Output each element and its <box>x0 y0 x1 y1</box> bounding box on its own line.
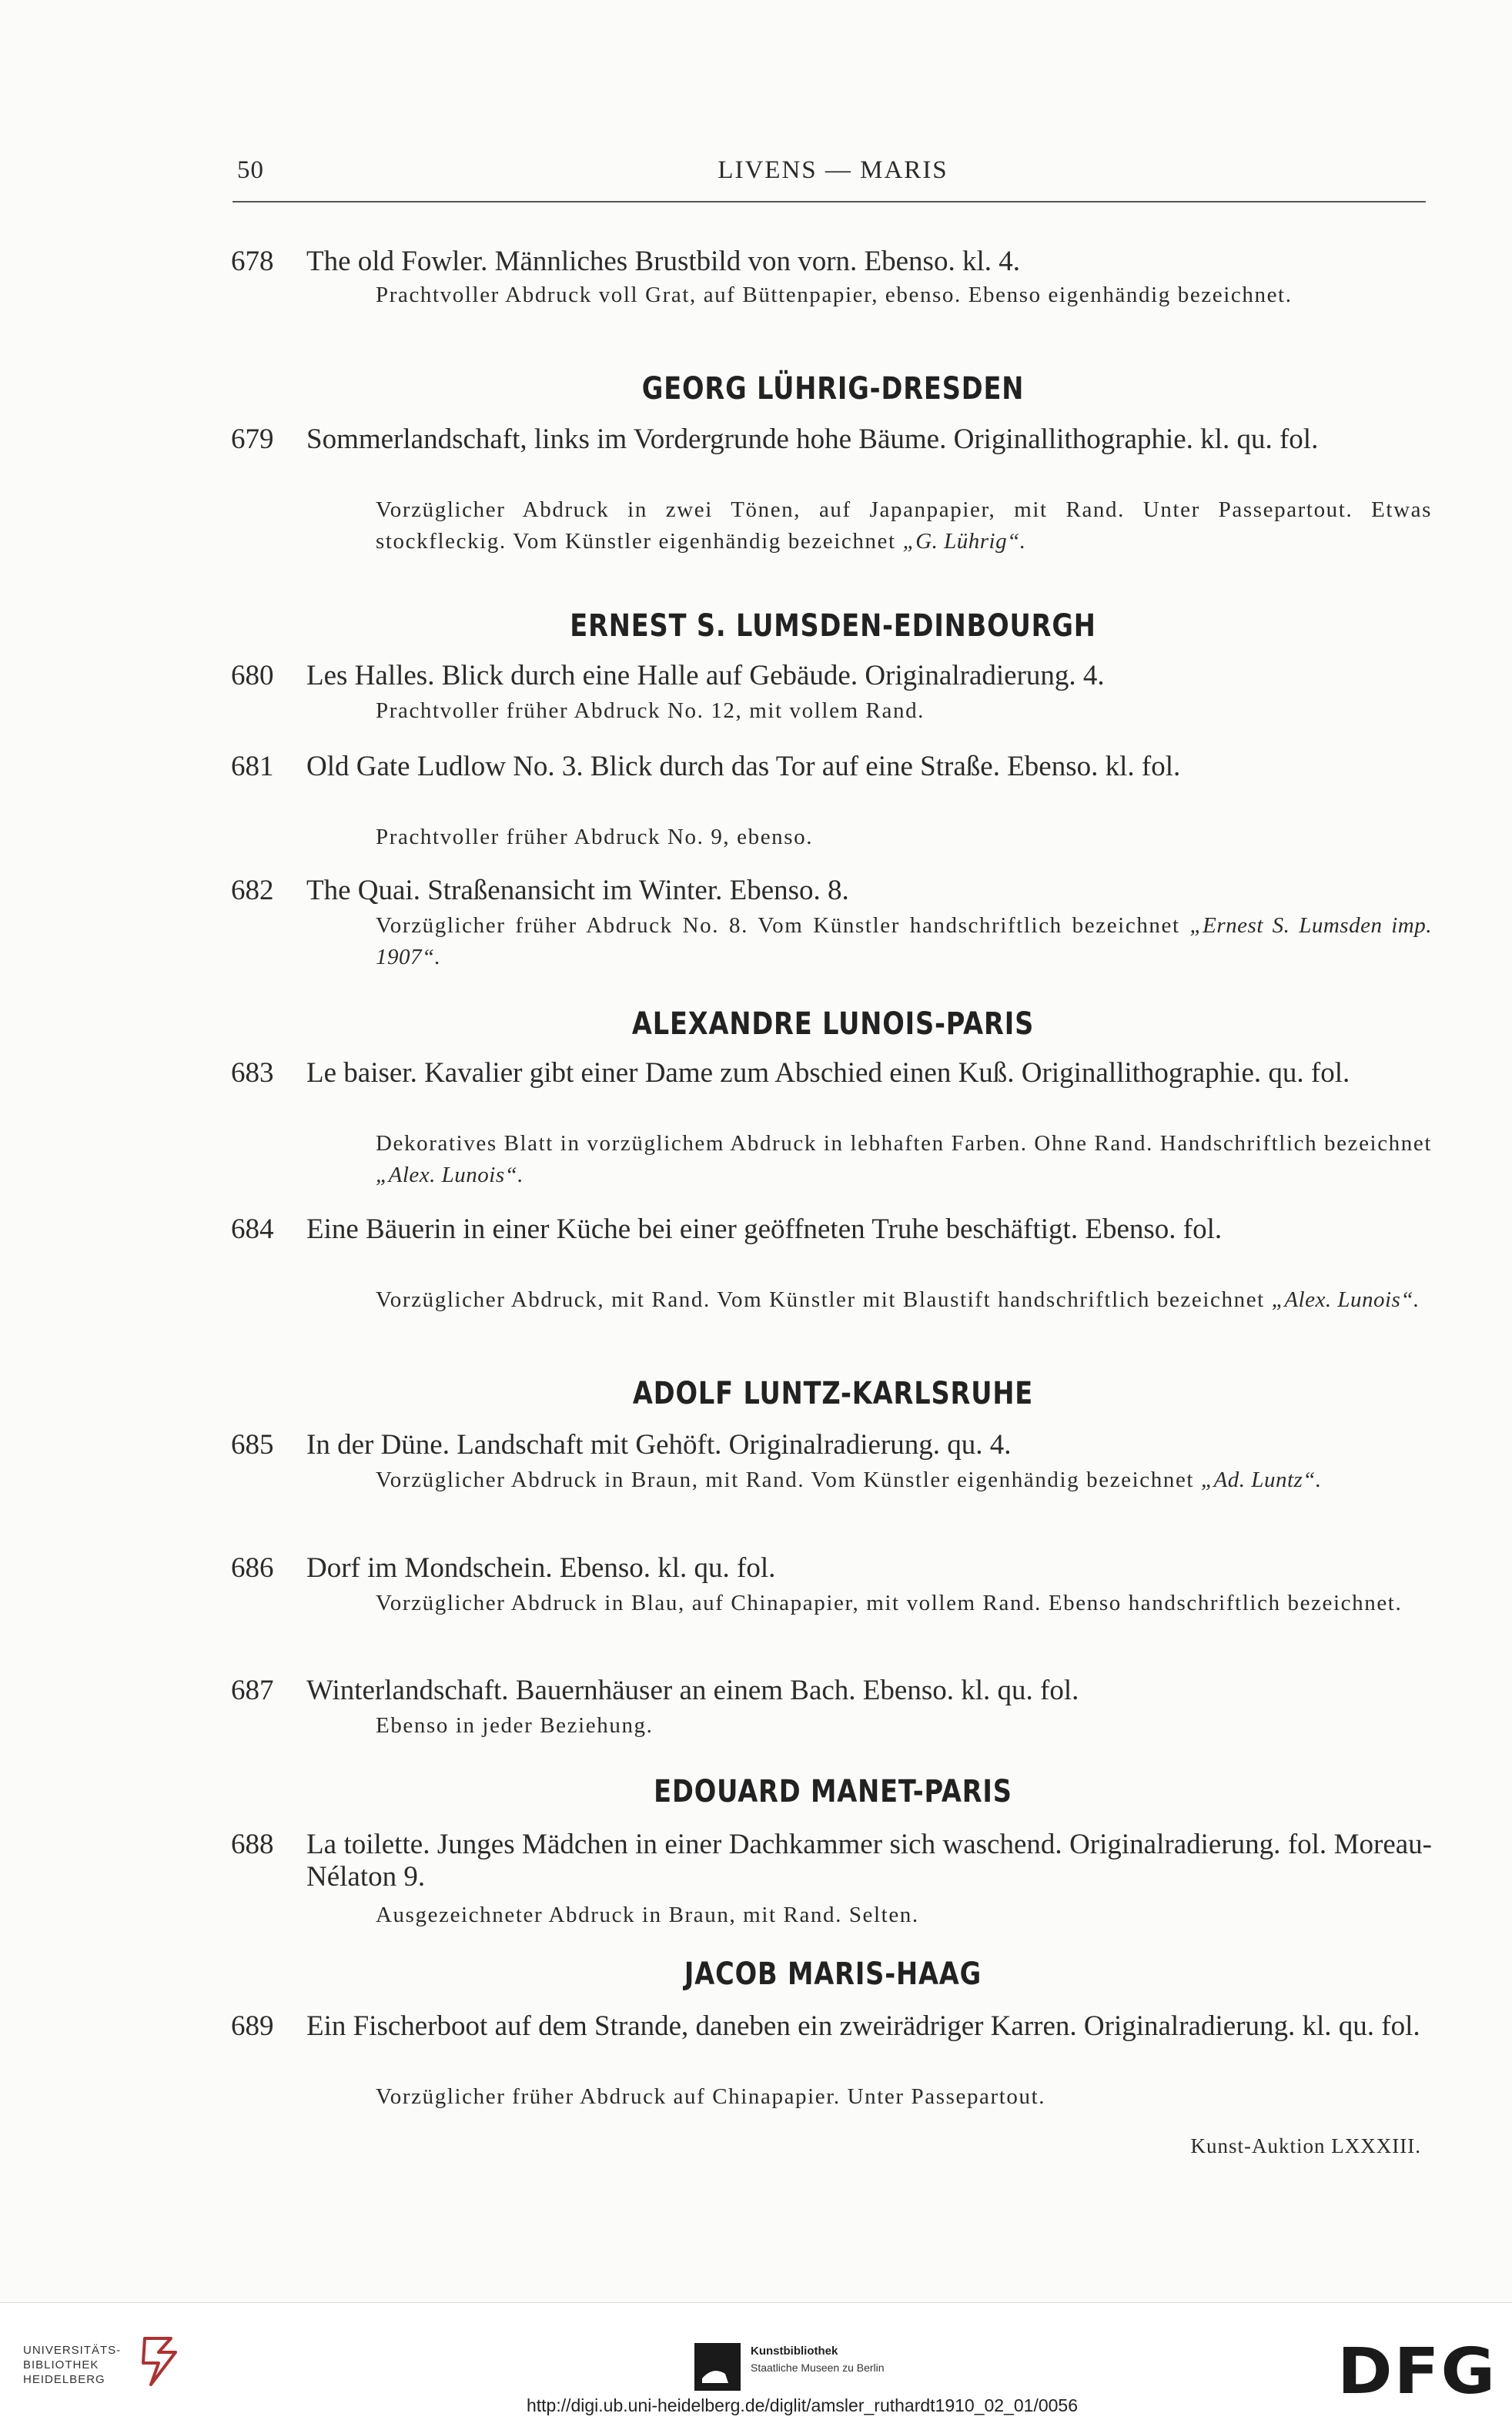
library-line: UNIVERSITÄTS- <box>23 2344 122 2357</box>
header-rule <box>232 201 1426 203</box>
entry-note <box>376 910 1432 973</box>
kunstbibliothek-title: Kunstbibliothek <box>751 2345 838 2358</box>
entry-note <box>376 1128 1432 1191</box>
entry-note: Prachtvoller früher Abdruck No. 12, mit vollem Rand. <box>376 698 925 723</box>
section-heading-maris: JACOB MARIS-HAAG <box>684 1956 982 1992</box>
entry-note-text: Vorzüglicher Abdruck in zwei Tönen, auf Japanpapier, mit Rand. Unter Passepartout. Etwas stockfleckig. Vom Künstler eigenhändig bezeichnet <box>376 497 1432 554</box>
section-heading-luntz: ADOLF LUNTZ-KARLSRUHE <box>632 1376 1034 1411</box>
entry-title: Le baiser. Kavalier gibt einer Dame zum Abschied einen Kuß. Originallithographie. qu. fol. <box>306 1057 1350 1089</box>
section-heading-lumsden: ERNEST S. LUMSDEN-EDINBOURGH <box>570 608 1096 644</box>
entry-number: 683 <box>231 1057 274 1089</box>
entry-number: 678 <box>231 246 274 277</box>
entry-note-signature: „G. Lührig“. <box>902 529 1026 554</box>
section-heading-manet: EDOUARD MANET-PARIS <box>654 1774 1012 1809</box>
entry-title: The old Fowler. Männliches Brustbild von vorn. Ebenso. kl. 4. <box>306 246 1020 277</box>
entry-note-text: Vorzüglicher Abdruck, mit Rand. Vom Künstler mit Blaustift handschriftlich bezeichnet <box>376 1287 1265 1312</box>
digitization-footer <box>0 2302 1512 2420</box>
entry-note-text: Vorzüglicher Abdruck in Braun, mit Rand. Vom Künstler eigenhändig bezeichnet <box>376 1468 1195 1492</box>
entry-number: 681 <box>231 751 274 782</box>
running-title: LIVENS — MARIS <box>718 156 948 184</box>
entry-note-text: Vorzüglicher früher Abdruck No. 8. Vom Künstler handschriftlich bezeichnet <box>376 913 1180 938</box>
entry-note: Vorzüglicher früher Abdruck auf Chinapapier. Unter Passepartout. <box>376 2084 1046 2109</box>
entry-note-signature: „Alex. Lunois“. <box>1271 1287 1420 1312</box>
entry-title: Les Halles. Blick durch eine Halle auf Gebäude. Originalradierung. 4. <box>306 660 1105 691</box>
entry-note: Vorzüglicher Abdruck in Blau, auf Chinapapier, mit vollem Rand. Ebenso handschriftlich bezeichnet. <box>376 1591 1403 1615</box>
entry-number: 682 <box>231 875 274 906</box>
university-library-logo-icon <box>137 2334 182 2389</box>
entry-number: 687 <box>231 1675 274 1706</box>
entry-title: La toilette. Junges Mädchen in einer Dachkammer sich waschend. Originalradierung. fol. Moreau-Nélaton 9. <box>306 1829 1432 1893</box>
university-library-name <box>23 2343 121 2387</box>
entry-title: The Quai. Straßenansicht im Winter. Ebenso. 8. <box>306 875 849 906</box>
entry-note: Ebenso in jeder Beziehung. <box>376 1713 654 1738</box>
printer-signature: Kunst-Auktion LXXXIII. <box>1190 2134 1421 2157</box>
entry-title: Eine Bäuerin in einer Küche bei einer geöffneten Truhe beschäftigt. Ebenso. fol. <box>306 1213 1223 1245</box>
entry-number: 689 <box>231 2010 274 2042</box>
permalink-url[interactable]: http://digi.ub.uni-heidelberg.de/diglit/amsler_ruthardt1910_02_01/0056 <box>526 2395 1079 2415</box>
entry-note <box>376 1464 1432 1496</box>
entry-number: 685 <box>231 1429 274 1461</box>
entry-note: Prachtvoller früher Abdruck No. 9, ebenso. <box>376 825 814 849</box>
entry-number: 684 <box>231 1213 274 1245</box>
entry-title: In der Düne. Landschaft mit Gehöft. Originalradierung. qu. 4. <box>306 1429 1012 1461</box>
entry-note <box>376 1284 1432 1316</box>
entry-number: 680 <box>231 660 274 691</box>
entry-note-signature: „Alex. Lunois“. <box>376 1163 524 1187</box>
kunstbibliothek-logo-icon <box>694 2343 741 2391</box>
entry-title: Sommerlandschaft, links im Vordergrunde hohe Bäume. Originallithographie. kl. qu. fol. <box>306 423 1319 455</box>
entry-number: 679 <box>231 423 274 455</box>
dfg-logo: DFG <box>1337 2335 1497 2408</box>
library-line: BIBLIOTHEK <box>23 2358 99 2371</box>
entry-title: Old Gate Ludlow No. 3. Blick durch das Tor auf eine Straße. Ebenso. kl. fol. <box>306 751 1181 782</box>
entry-title: Dorf im Mondschein. Ebenso. kl. qu. fol. <box>306 1552 776 1584</box>
kunstbibliothek-subtitle: Staatliche Museen zu Berlin <box>751 2361 885 2374</box>
entry-number: 686 <box>231 1552 274 1584</box>
entry-title: Winterlandschaft. Bauernhäuser an einem Bach. Ebenso. kl. qu. fol. <box>306 1675 1079 1706</box>
entry-note: Prachtvoller Abdruck voll Grat, auf Büttenpapier, ebenso. Ebenso eigenhändig bezeichnet. <box>376 283 1293 307</box>
entry-note-signature: „Ernest S. Lumsden imp. 1907“. <box>376 913 1432 969</box>
library-line: HEIDELBERG <box>23 2373 105 2386</box>
page-number: 50 <box>237 156 264 184</box>
section-heading-luhrig: GEORG LÜHRIG-DRESDEN <box>641 371 1025 407</box>
entry-note-text: Dekoratives Blatt in vorzüglichem Abdruck in lebhaften Farben. Ohne Rand. Handschriftlich bezeichnet <box>376 1131 1432 1156</box>
entry-number: 688 <box>231 1829 274 1860</box>
entry-title: Ein Fischerboot auf dem Strande, daneben ein zweirädriger Karren. Originalradierung. kl. qu. fol. <box>306 2010 1420 2042</box>
section-heading-lunois: ALEXANDRE LUNOIS-PARIS <box>631 1006 1035 1042</box>
entry-note <box>376 494 1432 557</box>
entry-note-signature: „Ad. Luntz“. <box>1200 1468 1322 1492</box>
entry-note: Ausgezeichneter Abdruck in Braun, mit Rand. Selten. <box>376 1903 919 1927</box>
